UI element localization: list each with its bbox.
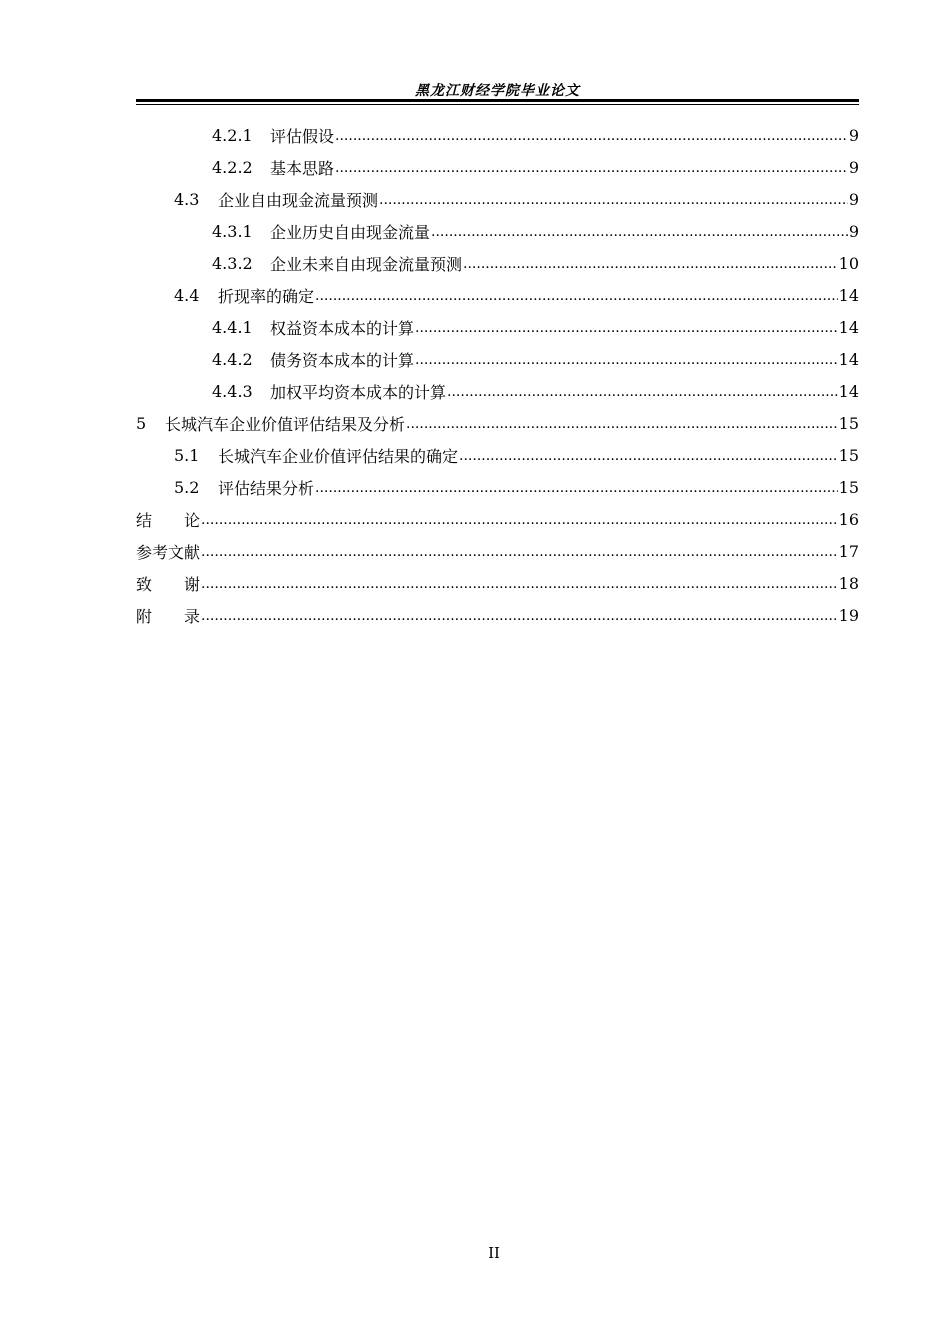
toc-entry-title: 企业历史自由现金流量 [270,222,431,242]
dot-leader [315,285,838,305]
toc-entry-acknowledgements[interactable] [136,567,859,599]
dot-leader [201,541,838,561]
toc-entry-number: 4.2.1 [212,125,253,145]
dot-leader [447,381,838,401]
dot-leader [315,477,838,497]
toc-entry-title: 参考文献 [136,542,201,562]
dot-leader [459,445,838,465]
toc-entry-4-3[interactable] [136,183,859,215]
table-of-contents [136,119,859,631]
dot-leader [379,189,848,209]
toc-entry-page: 14 [838,317,859,337]
toc-entry-number: 4.4.3 [212,381,253,401]
toc-entry-number: 5.2 [174,477,200,497]
toc-entry-title: 加权平均资本成本的计算 [270,382,447,402]
header-title: 黑龙江财经学院毕业论文 [415,83,580,99]
dot-leader [415,349,838,369]
toc-entry-4-4-1[interactable] [136,311,859,343]
toc-entry-4-3-1[interactable] [136,215,859,247]
toc-entry-page: 9 [848,157,859,177]
toc-entry-page: 17 [838,541,859,561]
dot-leader [406,413,838,433]
toc-entry-number: 4.4.1 [212,317,253,337]
toc-entry-appendix[interactable] [136,599,859,631]
toc-entry-5-2[interactable] [136,471,859,503]
toc-entry-conclusion[interactable] [136,503,859,535]
toc-entry-number: 4.3.2 [212,253,253,273]
dot-leader [201,605,838,625]
dot-leader [415,317,838,337]
toc-entry-page: 19 [838,605,859,625]
toc-entry-page: 16 [838,509,859,529]
dot-leader [201,509,838,529]
toc-entry-4-3-2[interactable] [136,247,859,279]
header-rule-thin [136,104,859,105]
toc-entry-title: 致 谢 [136,574,201,594]
toc-entry-title: 评估假设 [270,126,335,146]
toc-entry-page: 9 [848,125,859,145]
toc-entry-title: 权益资本成本的计算 [270,318,415,338]
toc-entry-page: 14 [838,381,859,401]
toc-entry-number: 4.4 [174,285,200,305]
header-rule-thick [136,99,859,102]
dot-leader [335,125,848,145]
toc-entry-title: 基本思路 [270,158,335,178]
toc-entry-number: 4.4.2 [212,349,253,369]
toc-entry-4-2-2[interactable] [136,151,859,183]
toc-entry-title: 结 论 [136,510,201,530]
toc-entry-title: 附 录 [136,606,201,626]
toc-entry-number: 5 [136,413,147,433]
dot-leader [335,157,848,177]
toc-entry-page: 18 [838,573,859,593]
toc-entry-number: 4.3 [174,189,200,209]
toc-entry-page: 15 [838,445,859,465]
toc-entry-number: 4.3.1 [212,221,253,241]
toc-entry-4-4-3[interactable] [136,375,859,407]
toc-entry-4-2-1[interactable] [136,119,859,151]
dot-leader [431,221,848,241]
toc-entry-title: 折现率的确定 [218,286,315,306]
toc-entry-title: 长城汽车企业价值评估结果及分析 [165,414,406,434]
toc-entry-page: 15 [838,413,859,433]
toc-entry-5[interactable] [136,407,859,439]
toc-entry-page: 15 [838,477,859,497]
toc-entry-page: 9 [848,189,859,209]
toc-entry-page: 14 [838,285,859,305]
toc-entry-number: 4.2.2 [212,157,253,177]
dot-leader [201,573,838,593]
toc-entry-number: 5.1 [174,445,200,465]
toc-entry-title: 评估结果分析 [218,478,315,498]
toc-entry-page: 9 [848,221,859,241]
toc-entry-references[interactable] [136,535,859,567]
toc-entry-title: 企业未来自由现金流量预测 [270,254,463,274]
toc-entry-5-1[interactable] [136,439,859,471]
toc-entry-page: 10 [838,253,859,273]
toc-entry-title: 债务资本成本的计算 [270,350,415,370]
toc-entry-title: 企业自由现金流量预测 [218,190,379,210]
toc-entry-4-4[interactable] [136,279,859,311]
toc-entry-title: 长城汽车企业价值评估结果的确定 [218,446,459,466]
dot-leader [463,253,838,273]
footer-page-number: II [488,1244,500,1262]
toc-entry-4-4-2[interactable] [136,343,859,375]
toc-entry-page: 14 [838,349,859,369]
